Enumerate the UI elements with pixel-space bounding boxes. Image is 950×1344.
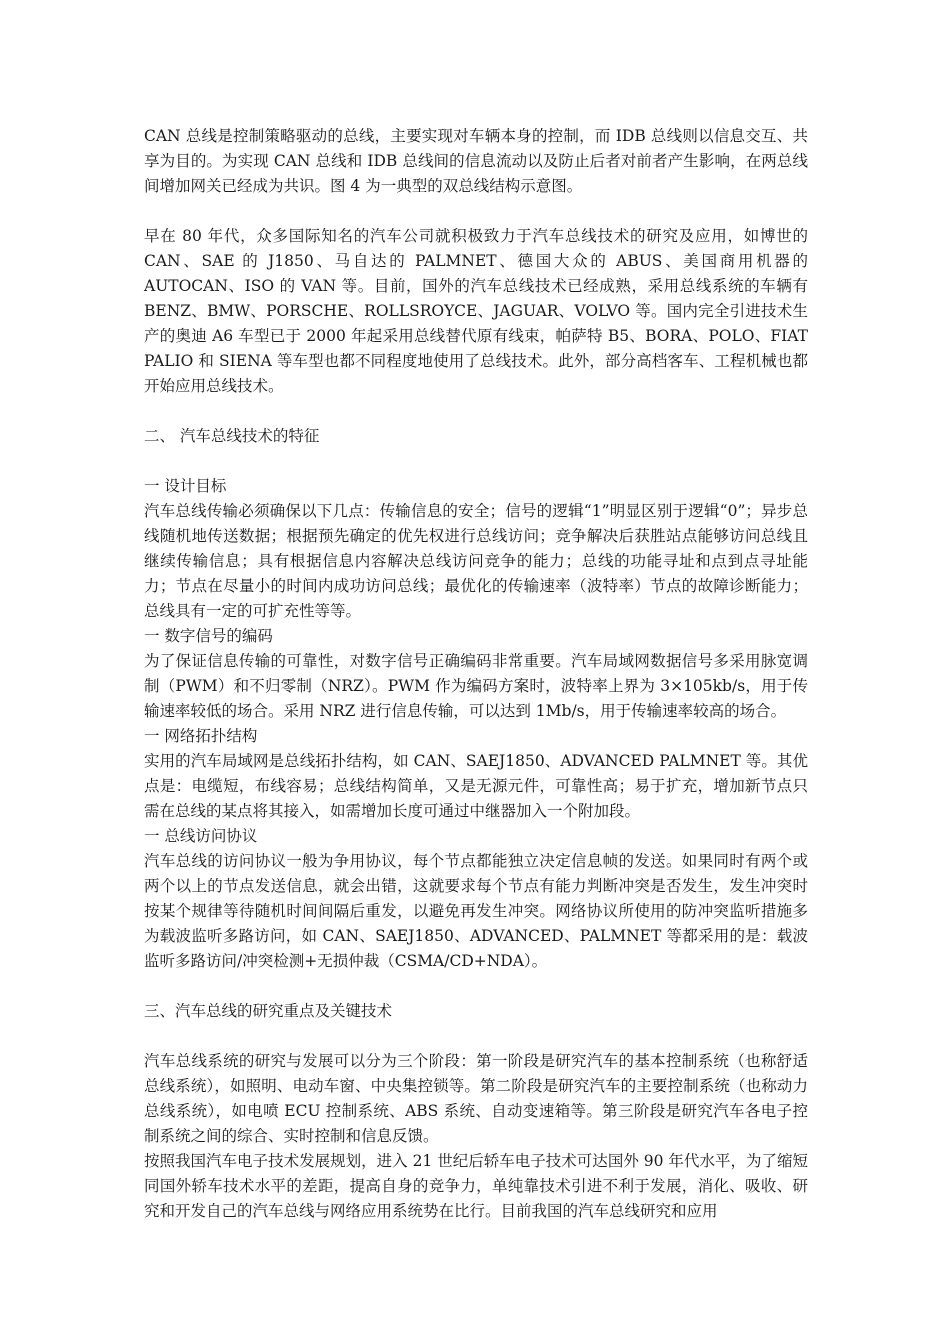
paragraph-gap [144, 199, 808, 224]
section-heading-research: 三、汽车总线的研究重点及关键技术 [144, 1002, 393, 1020]
document-body [144, 124, 808, 1224]
subheading-design-goals: 一 设计目标 [144, 477, 227, 495]
paragraph-stages: 汽车总线系统的研究与发展可以分为三个阶段：第一阶段是研究汽车的基本控制系统（也称舒适总线系统），如照明、电动车窗、中央集控锁等。第二阶段是研究汽车的主要控制系统（也称动力总线系统），如电喷 ECU 控制系统、ABS 系统、自动变速箱等。第三阶段是研究汽车各电子控制系统之间的综合、实时控制和信息反馈。 [144, 1052, 808, 1145]
paragraph-network-topology: 实用的汽车局域网是总线拓扑结构，如 CAN、SAEJ1850、ADVANCED PALMNET 等。其优点是：电缆短，布线容易；总线结构简单，又是无源元件，可靠性高；易于扩充，增加新节点只需在总线的某点将其接入，如需增加长度可通过中继器加入一个附加段。 [144, 752, 808, 820]
paragraph-gap [144, 974, 808, 999]
paragraph-access-protocol: 汽车总线的访问协议一般为争用协议，每个节点都能独立决定信息帧的发送。如果同时有两个或两个以上的节点发送信息，就会出错，这就要求每个节点有能力判断冲突是否发生，发生冲突时按某个规律等待随机时间间隔后重发，以避免再发生冲突。网络协议所使用的防冲突监听措施多为载波监听多路访问，如 CAN、SAEJ1850、ADVANCED、PALMNET 等都采用的是：载波监听多路访问/冲突检测+无损仲裁（CSMA/CD+NDA）。 [144, 852, 808, 970]
section-heading-features: 二、 汽车总线技术的特征 [144, 427, 320, 445]
subheading-access-protocol: 一 总线访问协议 [144, 827, 258, 845]
paragraph-design-goals: 汽车总线传输必须确保以下几点：传输信息的安全；信号的逻辑“1”明显区别于逻辑“0”；异步总线随机地传送数据；根据预先确定的优先权进行总线访问；竞争解决后获胜站点能够访问总线且继续传输信息；具有根据信息内容解决总线访问竞争的能力；总线的功能寻址和点到点寻址能力；节点在尽量小的时间内成功访问总线；最优化的传输速率（波特率）节点的故障诊断能力； 总线具有一定的可扩充性等等。 [144, 502, 808, 620]
subheading-network-topology: 一 网络拓扑结构 [144, 727, 258, 745]
subheading-signal-encoding: 一 数字信号的编码 [144, 627, 273, 645]
paragraph-development-plan: 按照我国汽车电子技术发展规划，进入 21 世纪后轿车电子技术可达国外 90 年代水平，为了缩短同国外轿车技术水平的差距，提高自身的竞争力，单纯靠技术引进不利于发展，消化、吸收、研究和开发自己的汽车总线与网络应用系统势在比行。目前我国的汽车总线研究和应用 [144, 1152, 808, 1220]
paragraph-signal-encoding: 为了保证信息传输的可靠性，对数字信号正确编码非常重要。汽车局域网数据信号多采用脉宽调制（PWM）和不归零制（NRZ）。PWM 作为编码方案时，波特率上界为 3×105kb/s，用于传输速率较低的场合。采用 NRZ 进行信息传输，可以达到 1Mb/s，用于传输速率较高的场合。 [144, 652, 808, 720]
paragraph-gap [144, 449, 808, 474]
paragraph-gap [144, 399, 808, 424]
paragraph-history: 早在 80 年代，众多国际知名的汽车公司就积极致力于汽车总线技术的研究及应用，如博世的 CAN、SAE 的 J1850、马自达的 PALMNET、德国大众的 ABUS、美国商用机器的 AUTOCAN、ISO 的 VAN 等。目前，国外的汽车总线技术已经成熟，采用总线系统的车辆有 BENZ、BMW、PORSCHE、ROLLSROYCE、JAGUAR、VOLVO 等。国内完全引进技术生产的奥迪 A6 车型已于 2000 年起采用总线替代原有线束，帕萨特 B5、BORA、POLO、FIAT PALIO 和 SIENA 等车型也都不同程度地使用了总线技术。此外，部分高档客车、工程机械也都开始应用总线技术。 [144, 227, 808, 395]
paragraph-can-idb: CAN 总线是控制策略驱动的总线，主要实现对车辆本身的控制，而 IDB 总线则以信息交互、共享为目的。为实现 CAN 总线和 IDB 总线间的信息流动以及防止后者对前者产生影响，在两总线间增加网关已经成为共识。图 4 为一典型的双总线结构示意图。 [144, 127, 808, 195]
paragraph-gap [144, 1024, 808, 1049]
